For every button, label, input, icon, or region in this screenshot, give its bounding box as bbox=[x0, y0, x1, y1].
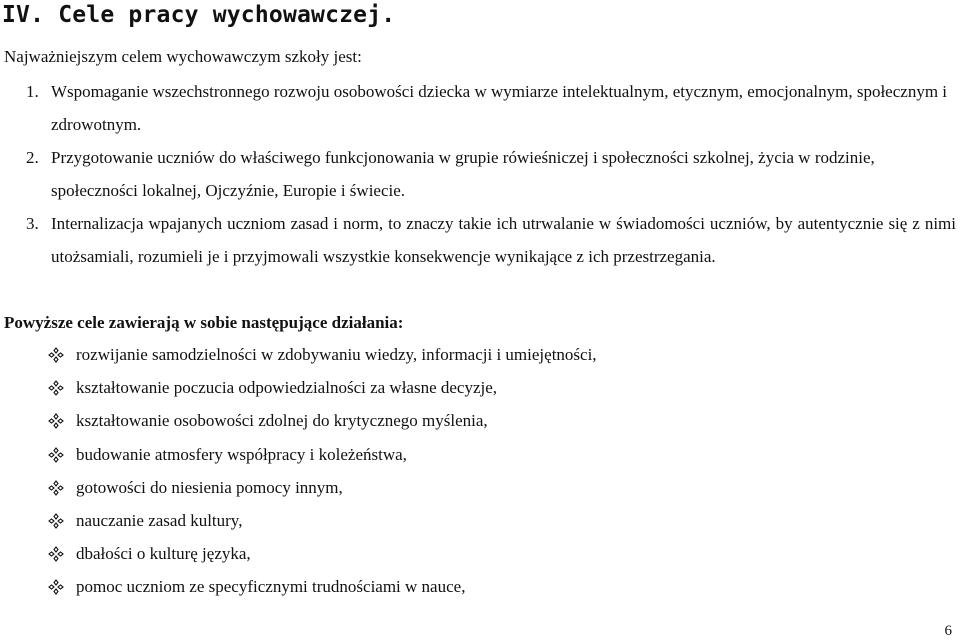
goal-text: Wspomaganie wszechstronnego rozwoju osobowości dziecka w wymiarze intelektualnym, etycznym, emocjonalnym, społecznym i zdrowotnym. bbox=[51, 82, 948, 134]
action-item bbox=[0, 570, 960, 603]
four-diamond-star-icon bbox=[48, 513, 64, 529]
goal-text: Internalizacja wpajanych uczniom zasad i norm, to znaczy takie ich utrwalanie w świadomości uczniów, by autentycznie się z nimi utożsamiali, rozumieli je i przyjmowali wszystkie konsekwencje wynikające z ich przestrzegania. bbox=[51, 214, 956, 266]
action-text: pomoc uczniom ze specyficznymi trudnościami w nauce, bbox=[76, 577, 466, 597]
action-item bbox=[0, 471, 960, 504]
goal-text: Przygotowanie uczniów do właściwego funkcjonowania w grupie rówieśniczej i społeczności szkolnej, życia w rodzinie, społeczności lokalnej, Ojczyźnie, Europie i świecie. bbox=[51, 148, 875, 200]
action-text: budowanie atmosfery współpracy i koleżeństwa, bbox=[76, 444, 407, 464]
action-item bbox=[0, 404, 960, 437]
action-item bbox=[0, 504, 960, 537]
action-item bbox=[0, 438, 960, 471]
action-text: kształtowanie poczucia odpowiedzialności za własne decyzje, bbox=[76, 378, 498, 398]
section-heading: IV. Cele pracy wychowawczej. bbox=[2, 2, 396, 28]
actions-heading: Powyższe cele zawierają w sobie następujące działania: bbox=[4, 313, 404, 332]
goal-item bbox=[0, 76, 960, 141]
four-diamond-star-icon bbox=[48, 413, 64, 429]
four-diamond-star-icon bbox=[48, 380, 64, 396]
goal-number: 3. bbox=[26, 214, 39, 233]
four-diamond-star-icon bbox=[48, 480, 64, 496]
goals-list bbox=[0, 76, 960, 274]
action-text: kształtowanie osobowości zdolnej do krytycznego myślenia, bbox=[76, 411, 488, 431]
action-item bbox=[0, 537, 960, 570]
four-diamond-star-icon bbox=[48, 579, 64, 595]
action-text: gotowości do niesienia pomocy innym, bbox=[76, 477, 343, 497]
actions-list bbox=[0, 338, 960, 604]
goal-number: 1. bbox=[26, 82, 39, 101]
action-text: rozwijanie samodzielności w zdobywaniu wiedzy, informacji i umiejętności, bbox=[76, 345, 597, 364]
page-number: 6 bbox=[944, 623, 952, 639]
four-diamond-star-icon bbox=[48, 347, 64, 363]
goal-number: 2. bbox=[26, 148, 39, 167]
goal-item bbox=[0, 142, 960, 207]
four-diamond-star-icon bbox=[48, 546, 64, 562]
intro-text: Najważniejszym celem wychowawczym szkoły jest: bbox=[4, 47, 362, 66]
four-diamond-star-icon bbox=[48, 447, 64, 463]
action-item bbox=[0, 338, 960, 371]
goal-item bbox=[0, 208, 960, 273]
action-text: dbałości o kulturę języka, bbox=[76, 544, 251, 564]
action-item bbox=[0, 371, 960, 404]
action-text: nauczanie zasad kultury, bbox=[76, 510, 243, 530]
